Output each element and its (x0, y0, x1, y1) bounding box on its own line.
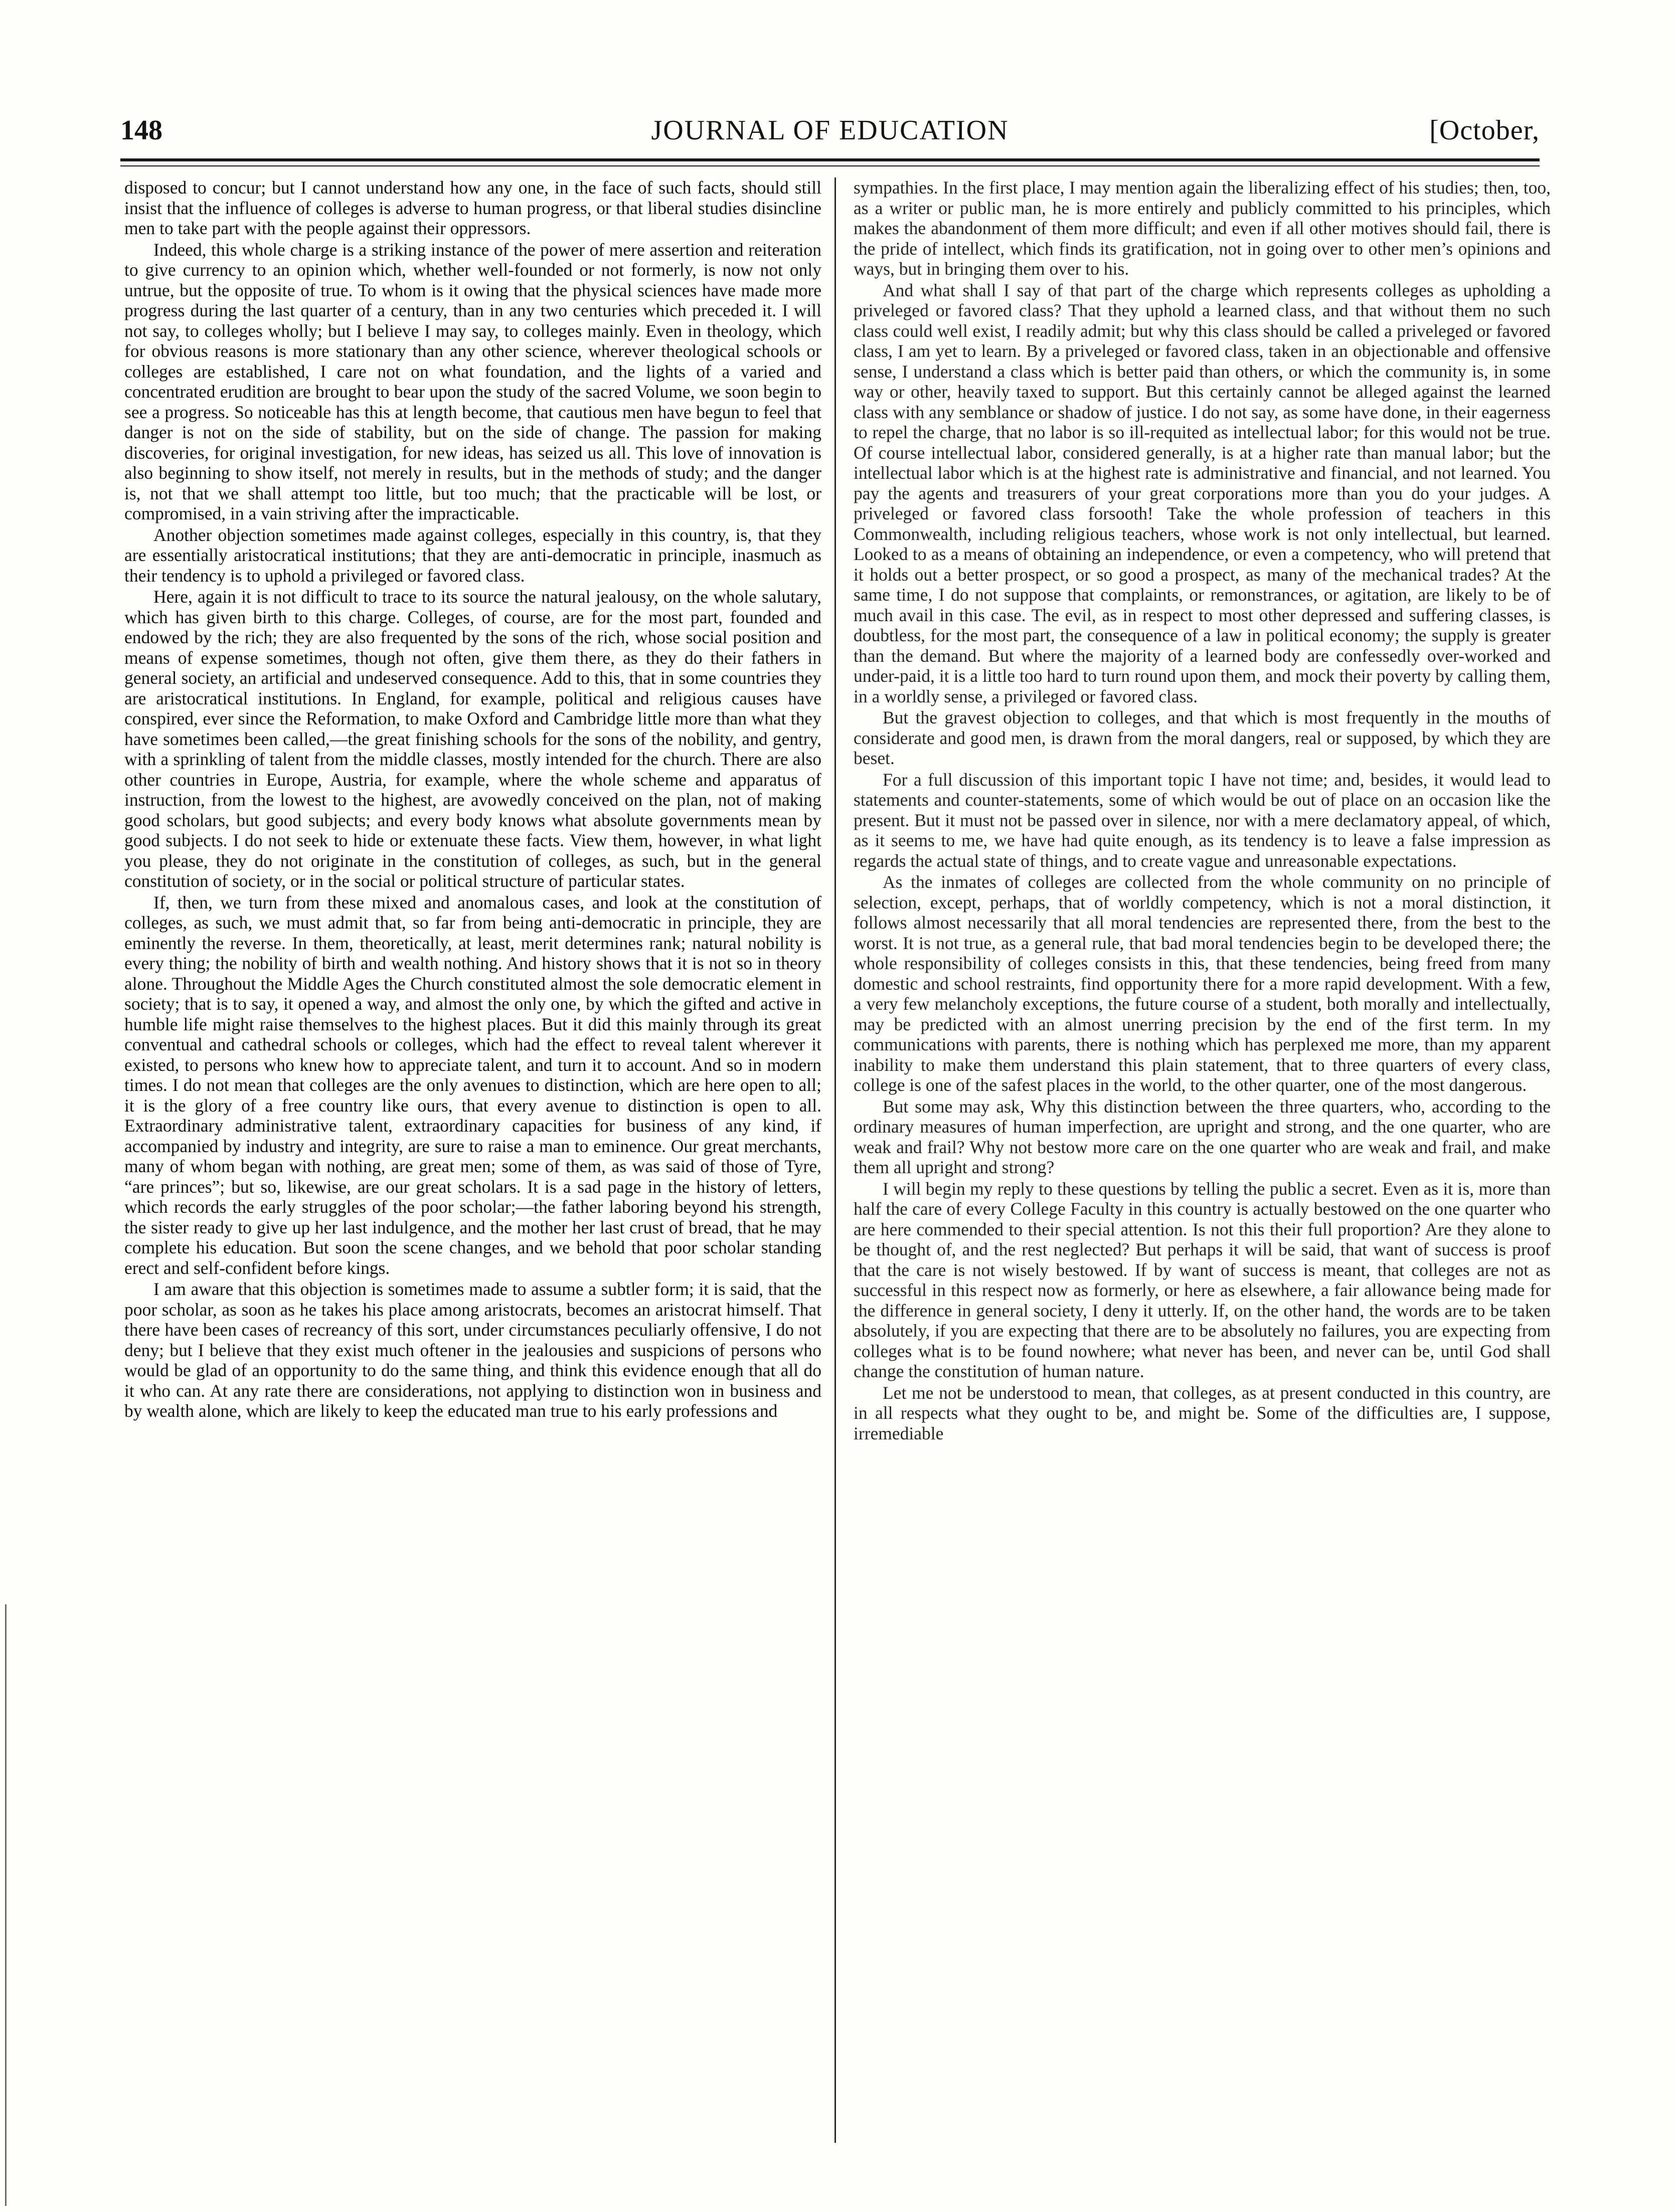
page-header (120, 114, 1540, 159)
page-number: 148 (120, 115, 162, 146)
paragraph: If, then, we turn from these mixed and anomalous cases, and look at the constitution of colleges, as such, we must admit that, so far from being anti-democratic in principle, they are eminently the reverse. In them, theoretically, at least, merit determines rank; natural nobility is every thing; the nobility of birth and wealth nothing. And history shows that it is not so in theory alone. Throughout the Middle Ages the Church constituted almost the sole democratic element in society; that is to say, it opened a way, and almost the only one, by which the gifted and active in humble life might raise themselves to the highest places. But it did this mainly through its great conventual and cathedral schools or colleges, which had the effect to reveal talent wherever it existed, to persons who knew how to appreciate talent, and turn it to account. And so in modern times. I do not mean that colleges are the only avenues to distinction, which are here open to all; it is the glory of a free country like ours, that every avenue to distinction is open to all. Extraordinary administrative talent, extraordinary capacities for business of any kind, if accompanied by industry and integrity, are sure to raise a man to eminence. Our great merchants, many of whom began with nothing, are great men; some of them, as was said of those of Tyre, “are princes”; but so, likewise, are our great scholars. It is a sad page in the history of letters, which records the early struggles of the poor scholar;—the father laboring beyond his strength, the sister ready to give up her last indulgence, and the mother her last crust of bread, that he may complete his education. But soon the scene changes, and we behold that poor scholar standing erect and self-confident before kings. (124, 892, 821, 1278)
paragraph: Another objection sometimes made against colleges, especially in this country, is, that they are essentially aristocratical institutions; that they are anti-democratic in principle, inasmuch as their tendency is to uphold a privileged or favored class. (124, 524, 821, 586)
running-title: JOURNAL OF EDUCATION (651, 115, 1009, 146)
paragraph: But the gravest objection to colleges, and that which is most frequently in the mouths of considerate and good men, is drawn from the moral dangers, real or supposed, by which they are beset. (854, 707, 1551, 768)
paragraph: Indeed, this whole charge is a striking instance of the power of mere assertion and reiteration to give currency to an opinion which, whether well-founded or not formerly, is now not only untrue, but the opposite of true. To whom is it owing that the physical sciences have made more progress during the last quarter of a century, than in any two centuries which preceded it. I will not say, to colleges wholly; but I believe I may say, to colleges mainly. Even in theology, which for obvious reasons is more stationary than any other science, wherever theological schools or colleges are established, I care not on what foundation, and the lights of a varied and concentrated erudition are brought to bear upon the study of the sacred Volume, we soon begin to see a progress. So noticeable has this at length become, that cautious men have begun to feel that danger is not on the side of stability, but on the side of change. The passion for making discoveries, for original investigation, for new ideas, has seized us all. This love of innovation is also beginning to show itself, not merely in results, but in the methods of study; and the danger is, not that we shall attempt too little, but too much; that the practicable will be lost, or compromised, in a vain striving after the impracticable. (124, 239, 821, 523)
paragraph: I will begin my reply to these questions by telling the public a secret. Even as it is, more than half the care of every College Faculty in this country is actually bestowed on the one quarter who are here commended to their special attention. Is not this their full proportion? Are they alone to be thought of, and the rest neglected? But perhaps it will be said, that want of success is proof that the care is not wisely bestowed. If by want of success is meant, that colleges are not as successful in this respect now as formerly, or here as elsewhere, a fair allowance being made for the difference in general society, I deny it utterly. If, on the other hand, the words are to be taken absolutely, if you are expecting that there are to be absolutely no failures, you are expecting from colleges what is to be found nowhere; what never has been, and never can be, until God shall change the constitution of human nature. (854, 1178, 1551, 1381)
scan-edge-mark (5, 1604, 7, 2206)
paragraph: Let me not be understood to mean, that colleges, as at present conducted in this country, are in all respects what they ought to be, and might be. Some of the difficulties are, I suppose, irremediable (854, 1382, 1551, 1443)
paragraph: But some may ask, Why this distinction between the three quarters, who, according to the ordinary measures of human imperfection, are upright and strong, and the one quarter, who are weak and frail? Why not bestow more care on the one quarter who are weak and frail, and make them all upright and strong? (854, 1096, 1551, 1177)
header-month: [October, (1429, 115, 1540, 146)
paragraph: As the inmates of colleges are collected from the whole community on no principle of selection, except, perhaps, that of worldly competency, which is not a moral distinction, it follows almost necessarily that all moral tendencies are represented there, from the best to the worst. It is not true, as a general rule, that bad moral tendencies begin to be developed there; the whole responsibility of colleges consists in this, that these tendencies, being freed from many domestic and school restraints, find opportunity there for a more rapid development. With a few, a very few melancholy exceptions, the future course of a student, both morally and intellectually, may be predicted with an almost unerring precision by the end of the first term. In my communications with parents, there is nothing which has perplexed me more, than my apparent inability to make them understand this plain statement, that to three quarters of every class, college is one of the safest places in the world, to the other quarter, one of the most dangerous. (854, 872, 1551, 1095)
paragraph: And what shall I say of that part of the charge which represents colleges as upholding a priveleged or favored class? That they uphold a learned class, and that without them no such class could well exist, I readily admit; but why this class should be called a priveleged or favored class, I am yet to learn. By a priveleged or favored class, taken in an objectionable and offensive sense, I understand a class which is better paid than others, or which the community is, in some way or other, heavily taxed to support. But this certainly cannot be alleged against the learned class with any semblance or shadow of justice. I do not say, as some have done, in their eagerness to repel the charge, that no labor is so ill-requited as intellectual labor; for this would not be true. Of course intellectual labor, considered generally, is at a higher rate than manual labor; but the intellectual labor which is at the highest rate is administrative and financial, and not learned. You pay the agents and treasurers of your great corporations more than you do your judges. A priveleged or favored class forsooth! Take the whole profession of teachers in this Commonwealth, including religious teachers, whose work is not only intellectual, but learned. Looked to as a means of obtaining an independence, or even a competency, who will pretend that it holds out a better prospect, or so good a prospect, as many of the mechanical trades? At the same time, I do not suppose that complaints, or remonstrances, or agitation, are likely to be of much avail in this case. The evil, as in respect to most other depressed and suffering classes, is doubtless, for the most part, the consequence of a law in political economy; the supply is greater than the demand. But where the majority of a learned body are confessedly over-worked and under-paid, it is a little too hard to turn round upon them, and mock their poverty by calling them, in a worldly sense, a privileged or favored class. (854, 280, 1551, 706)
paragraph: Here, again it is not difficult to trace to its source the natural jealousy, on the whole salutary, which has given birth to this charge. Colleges, of course, are for the most part, founded and endowed by the rich; they are also frequented by the sons of the rich, whose social position and means of expense sometimes, though not often, give them there, as they do their fathers in general society, an artificial and undeserved consequence. Add to this, that in some countries they are aristocratical institutions. In England, for example, political and religious causes have conspired, ever since the Reformation, to make Oxford and Cambridge little more than what they have sometimes been called,—the great finishing schools for the sons of the nobility, and gentry, with a sprinkling of talent from the middle classes, mostly intended for the church. There are also other countries in Europe, Austria, for example, where the whole scheme and apparatus of instruction, from the lowest to the highest, are avowedly conceived on the plan, not of making good scholars, but good subjects; and every body knows what absolute governments mean by good subjects. I do not seek to hide or extenuate these facts. View them, however, in what light you please, they do not originate in the constitution of colleges, as such, but in the general constitution of society, or in the social or political structure of particular states. (124, 587, 821, 891)
left-column (124, 177, 821, 2153)
right-column (854, 177, 1551, 2153)
paragraph: disposed to concur; but I cannot understand how any one, in the face of such facts, should still insist that the influence of colleges is adverse to human progress, or that liberal studies disincline men to take part with the people against their oppressors. (124, 177, 821, 238)
header-rule-thin (120, 165, 1540, 166)
column-divider (834, 177, 836, 2143)
paragraph: For a full discussion of this important topic I have not time; and, besides, it would lead to statements and counter-statements, some of which would be out of place on an occasion like the present. But it must not be passed over in silence, nor with a mere declamatory appeal, of which, as it seems to me, we have had quite enough, as its tendency is to leave a false impression as regards the actual state of things, and to create vague and unreasonable expectations. (854, 769, 1551, 871)
header-rule-thick (120, 158, 1540, 161)
paragraph: I am aware that this objection is sometimes made to assume a subtler form; it is said, that the poor scholar, as soon as he takes his place among aristocrats, becomes an aristocrat himself. That there have been cases of recreancy of this sort, under circumstances peculiarly offensive, I do not deny; but I believe that they exist much oftener in the jealousies and suspicions of persons who would be glad of an opportunity to do the same thing, and think this evidence enough that all do it who can. At any rate there are considerations, not applying to distinction won in business and by wealth alone, which are likely to keep the educated man true to his early professions and (124, 1279, 821, 1421)
paragraph: sympathies. In the first place, I may mention again the liberalizing effect of his studies; then, too, as a writer or public man, he is more entirely and publicly committed to his principles, which makes the abandonment of them more difficult; and even if all other motives should fail, there is the pride of intellect, which finds its gratification, not in going over to other men’s opinions and ways, but in bringing them over to his. (854, 177, 1551, 279)
